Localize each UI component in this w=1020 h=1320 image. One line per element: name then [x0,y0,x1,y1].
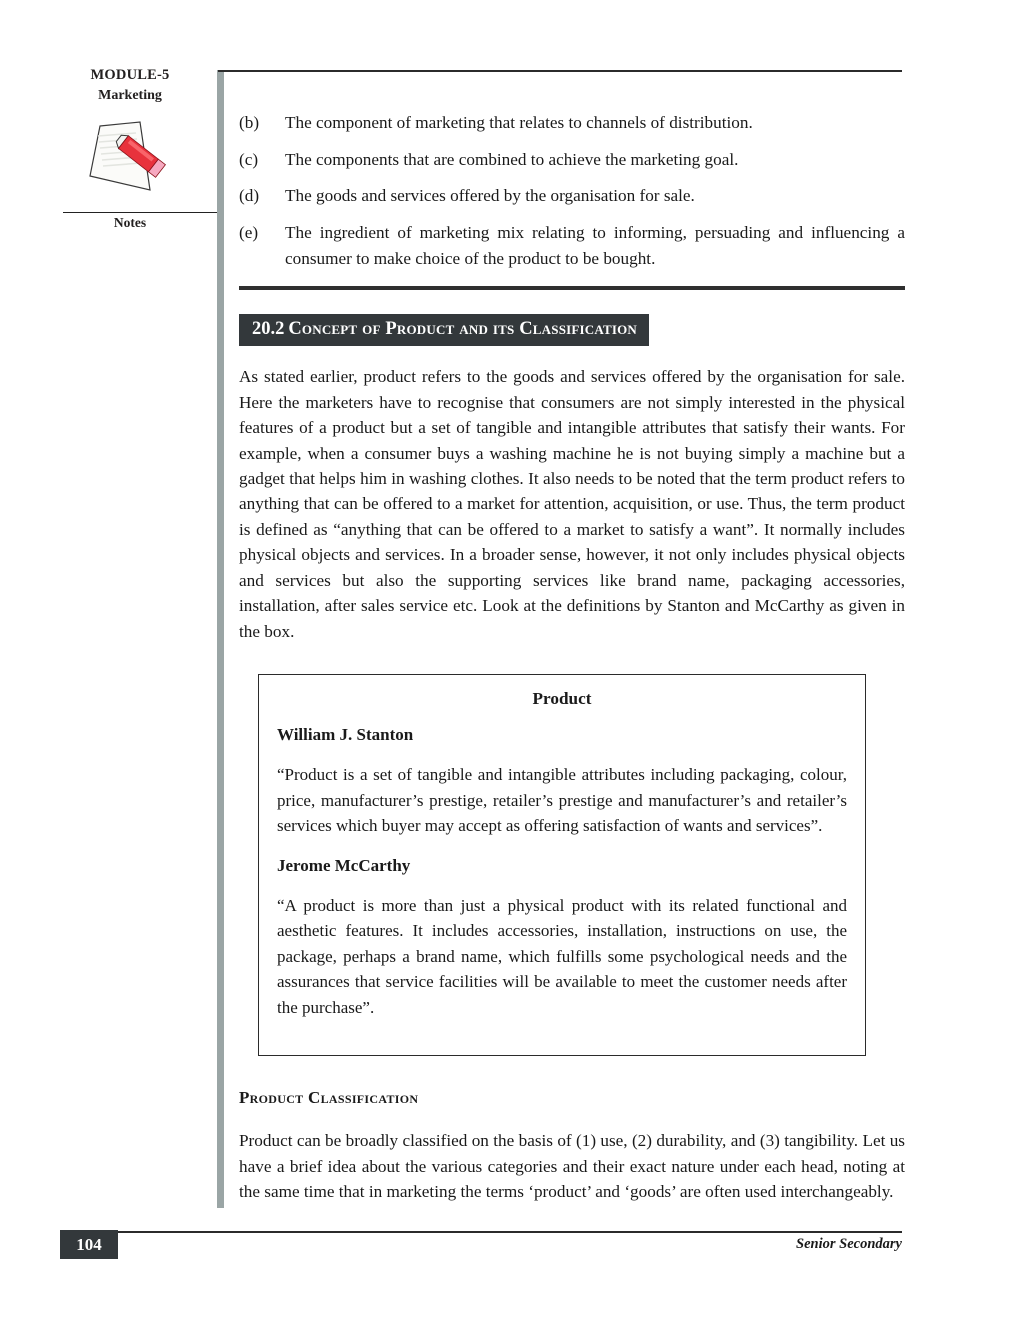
notes-label: Notes [113,215,147,230]
module-title: MODULE-5 [90,67,170,83]
list-item-marker: (b) [239,113,260,132]
list-item-text: The component of marketing that relates to channels of distribution. [285,113,753,132]
list-item-text: The ingredient of marketing mix relating to informing, persuading and influencing a consumer to make choice of the product to be bought. [285,222,905,269]
module-sidebar [40,64,220,230]
page-content [239,110,905,1222]
list-item-marker: (d) [239,186,260,206]
vertical-accent-bar [217,70,224,1208]
notes-divider [63,212,218,213]
list-item [239,147,905,173]
section-heading-bar [239,314,649,346]
module-subject: Marketing [98,88,162,104]
page-number-badge: 104 [60,1230,118,1259]
subsection-heading: Product Classification [239,1088,419,1108]
list-item-marker: (c) [239,149,259,169]
section-separator-rule [239,286,905,290]
body-paragraph: As stated earlier, product refers to the goods and services offered by the organisation for sale. Here the marketers have to recognise that consumers are not simply interested in the physical features of a product but a set of tangible and intangible attributes that satisfy their wants. For example, when a consumer buys a washing machine he is not buying simply a machine but a gadget that helps him in washing clothes. It also needs to be noted that the term product refers to anything that can be offered to a market for attention, acquisition, or use. Thus, the term product is defined as “anything that can be offered to a market to satisfy a want”. It normally includes physical objects and services. In a broader sense, however, it not only includes physical objects and services but also the supporting services like brand name, packaging accessories, installation, after sales service etc. Look at the definitions by Stanton and McCarthy as given in the box. [239,367,905,641]
definition-author: Jerome McCarthy [277,855,411,875]
page-top-rule [218,70,902,72]
subsection-paragraph: Product can be broadly classified on the basis of (1) use, (2) durability, and (3) tangibility. Let us have a brief idea about the various categories and their exact nature under each head, noting at the same time that in marketing the terms ‘product’ and ‘goods’ are often used interchangeably. [239,1131,905,1202]
question-list [239,110,905,272]
definition-box [258,674,866,1056]
list-item-marker: (e) [239,222,259,242]
section-title: Concept of Product and its Classification [288,319,638,340]
list-item-text: The components that are combined to achieve the marketing goal. [285,149,739,169]
definition-quote: “Product is a set of tangible and intangible attributes including packaging, colour, price, manufacturer’s prestige, retailer’s prestige and manufacturer’s and retailer’s services which buyer may accept as offering satisfaction of wants and services”. [277,765,847,836]
definition-box-title: Product [532,689,592,709]
definition-quote: “A product is more than just a physical product with its related functional and aesthetic features. It includes accessories, installation, instructions on use, the package, perhaps a brand name, which fulfills some psychological needs and the assurances that service facilities will be available to meet the customer needs after the purchase”. [277,895,847,1017]
list-item [239,220,905,272]
section-number: 20.2 [252,319,285,340]
definition-author: William J. Stanton [277,725,414,745]
list-item [239,110,905,136]
notepad-pencil-icon [78,120,188,202]
footer-label: Senior Secondary [796,1236,902,1252]
footer-rule [118,1231,902,1233]
list-item [239,183,905,209]
list-item-text: The goods and services offered by the organisation for sale. [285,186,695,206]
